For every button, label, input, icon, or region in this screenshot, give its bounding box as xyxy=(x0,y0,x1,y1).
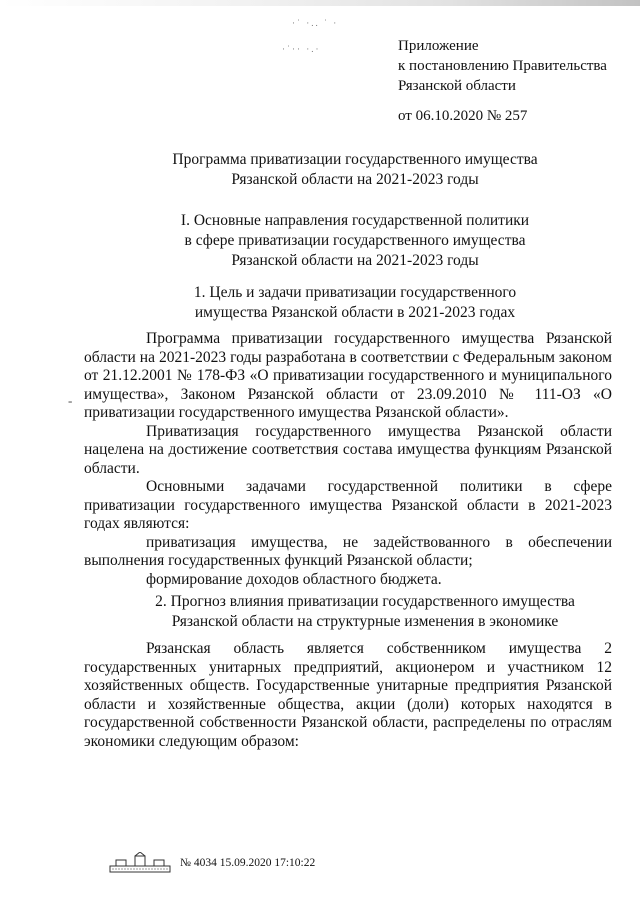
paragraph: формирование доходов областного бюджета. xyxy=(146,570,442,588)
scan-noise: ·˙·· ·.· xyxy=(282,44,321,54)
paragraph: Приватизация государственного имущества Рязанской области нацелена на достижение соответствия состава имущества функциям Рязанской области. xyxy=(84,422,612,477)
heading-line: Рязанской области на 2021-2023 годы xyxy=(231,252,479,269)
appendix-line: Приложение xyxy=(398,38,479,54)
scan-edge xyxy=(0,0,640,6)
heading-line: I. Основные направления государственной политики xyxy=(180,212,530,229)
subsection-heading xyxy=(110,592,620,632)
title-line: Программа приватизации государственного имущества xyxy=(172,151,538,168)
registration-stamp xyxy=(108,852,315,874)
section-heading xyxy=(100,211,610,271)
appendix-block xyxy=(398,36,628,126)
body-text xyxy=(84,640,612,751)
appendix-line: Рязанской области xyxy=(398,78,516,94)
appendix-date: от 06.10.2020 № 257 xyxy=(398,108,528,124)
heading-line: Рязанской области на структурные изменения в экономике xyxy=(171,613,559,630)
paragraph: приватизация имущества, не задействованного в обеспечении выполнения государственных функций Рязанской области; xyxy=(84,533,612,569)
building-emblem-icon xyxy=(108,852,172,874)
paragraph: Программа приватизации государственного имущества Рязанской области на 2021-2023 годы разработана в соответствии с Федеральным законом от 21.12.2001 № 178-ФЗ «О приватизации государственного и муниципального имущества», Законом Рязанской области от 23.09.2010 № 111-ОЗ «О приватизации государственного имущества Рязанской области». xyxy=(84,330,612,421)
program-title xyxy=(100,150,610,190)
body-text xyxy=(84,330,612,589)
scan-noise: ·˙ ·.. ˙ · xyxy=(292,18,339,28)
heading-line: имущества Рязанской области в 2021-2023 годах xyxy=(194,304,516,321)
title-line: Рязанской области на 2021-2023 годы xyxy=(231,171,479,188)
stamp-text: № 4034 15.09.2020 17:10:22 xyxy=(180,857,316,869)
appendix-line: к постановлению Правительства xyxy=(398,58,607,74)
heading-line: 1. Цель и задачи приватизации государственного xyxy=(193,284,517,301)
paragraph: Рязанская область является собственником имущества 2 государственных унитарных предприятий, акционером и участником 12 хозяйственных обществ. Государственные унитарные предприятия Рязанской области и хозяйственные общества, акции (доли) которых находятся в государственной собственности Рязанской области, распределены по отраслям экономики следующим образом: xyxy=(84,640,612,750)
heading-line: 2. Прогноз влияния приватизации государственного имущества xyxy=(155,593,575,610)
subsection-heading xyxy=(100,283,610,323)
paragraph: Основными задачами государственной политики в сфере приватизации государственного имущества Рязанской области в 2021-2023 годах являются: xyxy=(84,478,612,532)
margin-mark: - xyxy=(68,393,73,408)
heading-line: в сфере приватизации государственного имущества xyxy=(184,232,526,249)
